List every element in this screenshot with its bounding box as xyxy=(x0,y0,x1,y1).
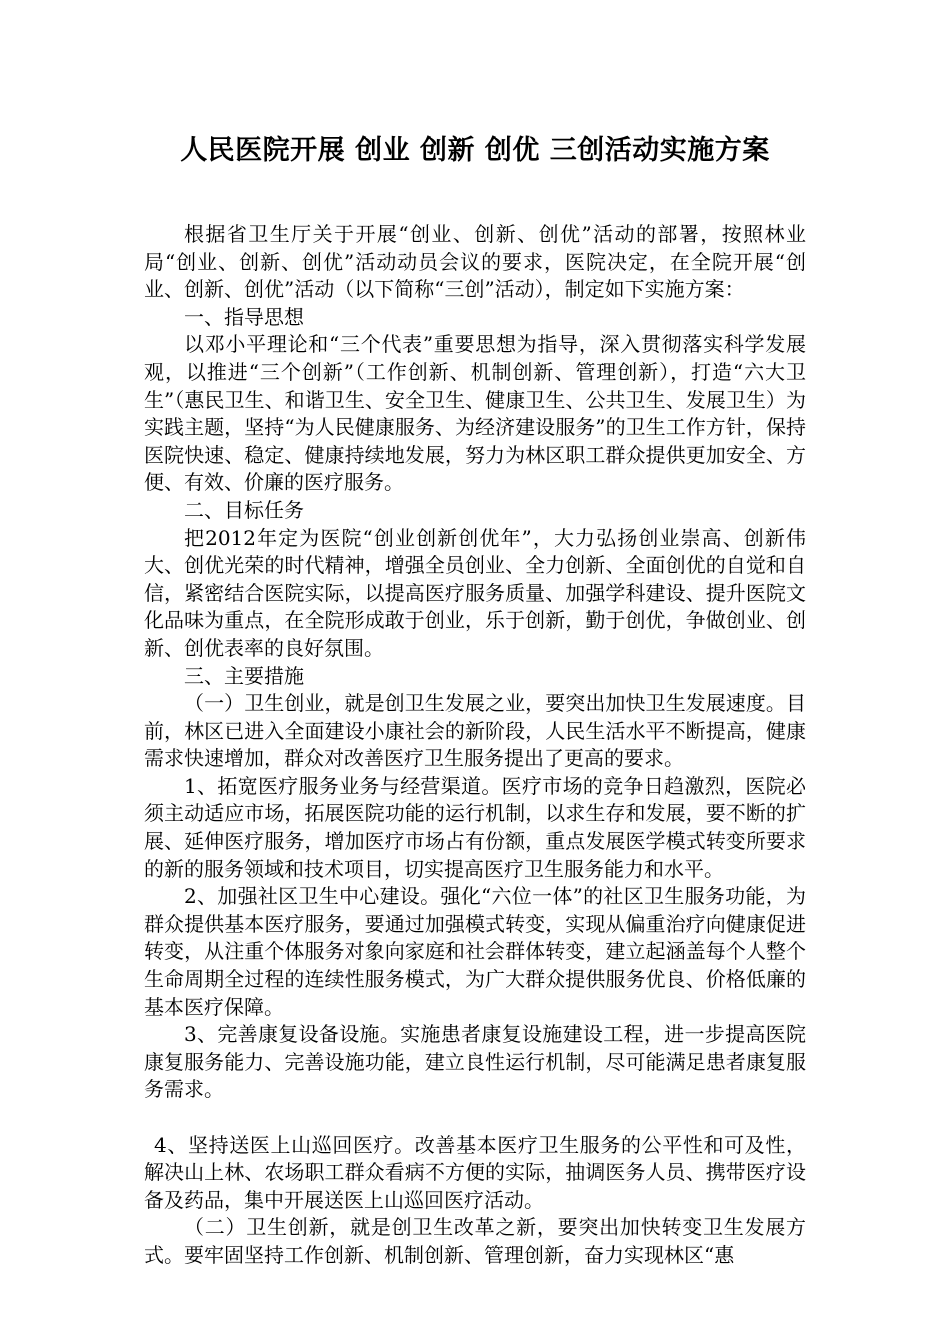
paragraph-goals: 把2012年定为医院“创业创新创优年”，大力弘扬创业崇高、创新伟大、创优光荣的时代精神，增强全员创业、全力创新、全面创优的自觉和自信，紧密结合医院实际，以提高医疗服务质量、加强学科建设、提升医院文化品味为重点，在全院形成敢于创业，乐于创新，勤于创优，争做创业、创新、创优表率的良好氛围。 xyxy=(144,525,806,660)
document-body xyxy=(144,221,806,1270)
blank-line xyxy=(144,1104,806,1132)
paragraph-item-3: 3、完善康复设备设施。实施患者康复设施建设工程，进一步提高医院康复服务能力、完善设施功能，建立良性运行机制，尽可能满足患者康复服务需求。 xyxy=(144,1022,806,1102)
paragraph-item-1: 1、拓宽医疗服务业务与经营渠道。医疗市场的竞争日趋激烈，医院必须主动适应市场，拓展医院功能的运行机制，以求生存和发展，要不断的扩展、延伸医疗服务，增加医疗市场占有份额，重点发展医学模式转变所要求的新的服务领域和技术项目，切实提高医疗卫生服务能力和水平。 xyxy=(144,773,806,881)
paragraph-measure-2: （二）卫生创新，就是创卫生改革之新，要突出加快转变卫生发展方式。要牢固坚持工作创新、机制创新、管理创新，奋力实现林区“惠 xyxy=(144,1215,806,1267)
section-heading-measures: 三、主要措施 xyxy=(184,663,304,688)
paragraph-item-2: 2、加强社区卫生中心建设。强化“六位一体”的社区卫生服务功能，为群众提供基本医疗服务，要通过加强模式转变，实现从偏重治疗向健康促进转变，从注重个体服务对象向家庭和社会群体转变，建立起涵盖每个人整个生命周期全过程的连续性服务模式，为广大群众提供服务优良、价格低廉的基本医疗保障。 xyxy=(144,884,806,1019)
paragraph-guiding-ideology: 以邓小平理论和“三个代表”重要思想为指导，深入贯彻落实科学发展观，以推进“三个创新”（工作创新、机制创新、管理创新），打造“六大卫生”（惠民卫生、和谐卫生、安全卫生、健康卫生、公共卫生、发展卫生）为实践主题，坚持“为人民健康服务、为经济建设服务”的卫生工作方针，保持医院快速、稳定、健康持续地发展，努力为林区职工群众提供更加安全、方便、有效、价廉的医疗服务。 xyxy=(144,332,806,495)
section-heading-guiding-ideology: 一、指导思想 xyxy=(184,304,304,329)
paragraph-item-4: 4、坚持送医上山巡回医疗。改善基本医疗卫生服务的公平性和可及性，解决山上林、农场职工群众看病不方便的实际，抽调医务人员、携带医疗设备及药品，集中开展送医上山巡回医疗活动。 xyxy=(144,1132,806,1212)
section-heading-goals: 二、目标任务 xyxy=(184,497,304,522)
document-title: 人民医院开展 创业 创新 创优 三创活动实施方案 xyxy=(180,135,770,166)
paragraph-measure-1: （一）卫生创业，就是创卫生发展之业，要突出加快卫生发展速度。目前，林区已进入全面建设小康社会的新阶段，人民生活水平不断提高，健康需求快速增加，群众对改善医疗卫生服务提出了更高的要求。 xyxy=(144,691,806,771)
paragraph-intro: 根据省卫生厅关于开展“创业、创新、创优”活动的部署，按照林业局“创业、创新、创优”活动动员会议的要求，医院决定，在全院开展“创业、创新、创优”活动（以下简称“三创”活动），制定如下实施方案： xyxy=(144,222,806,302)
